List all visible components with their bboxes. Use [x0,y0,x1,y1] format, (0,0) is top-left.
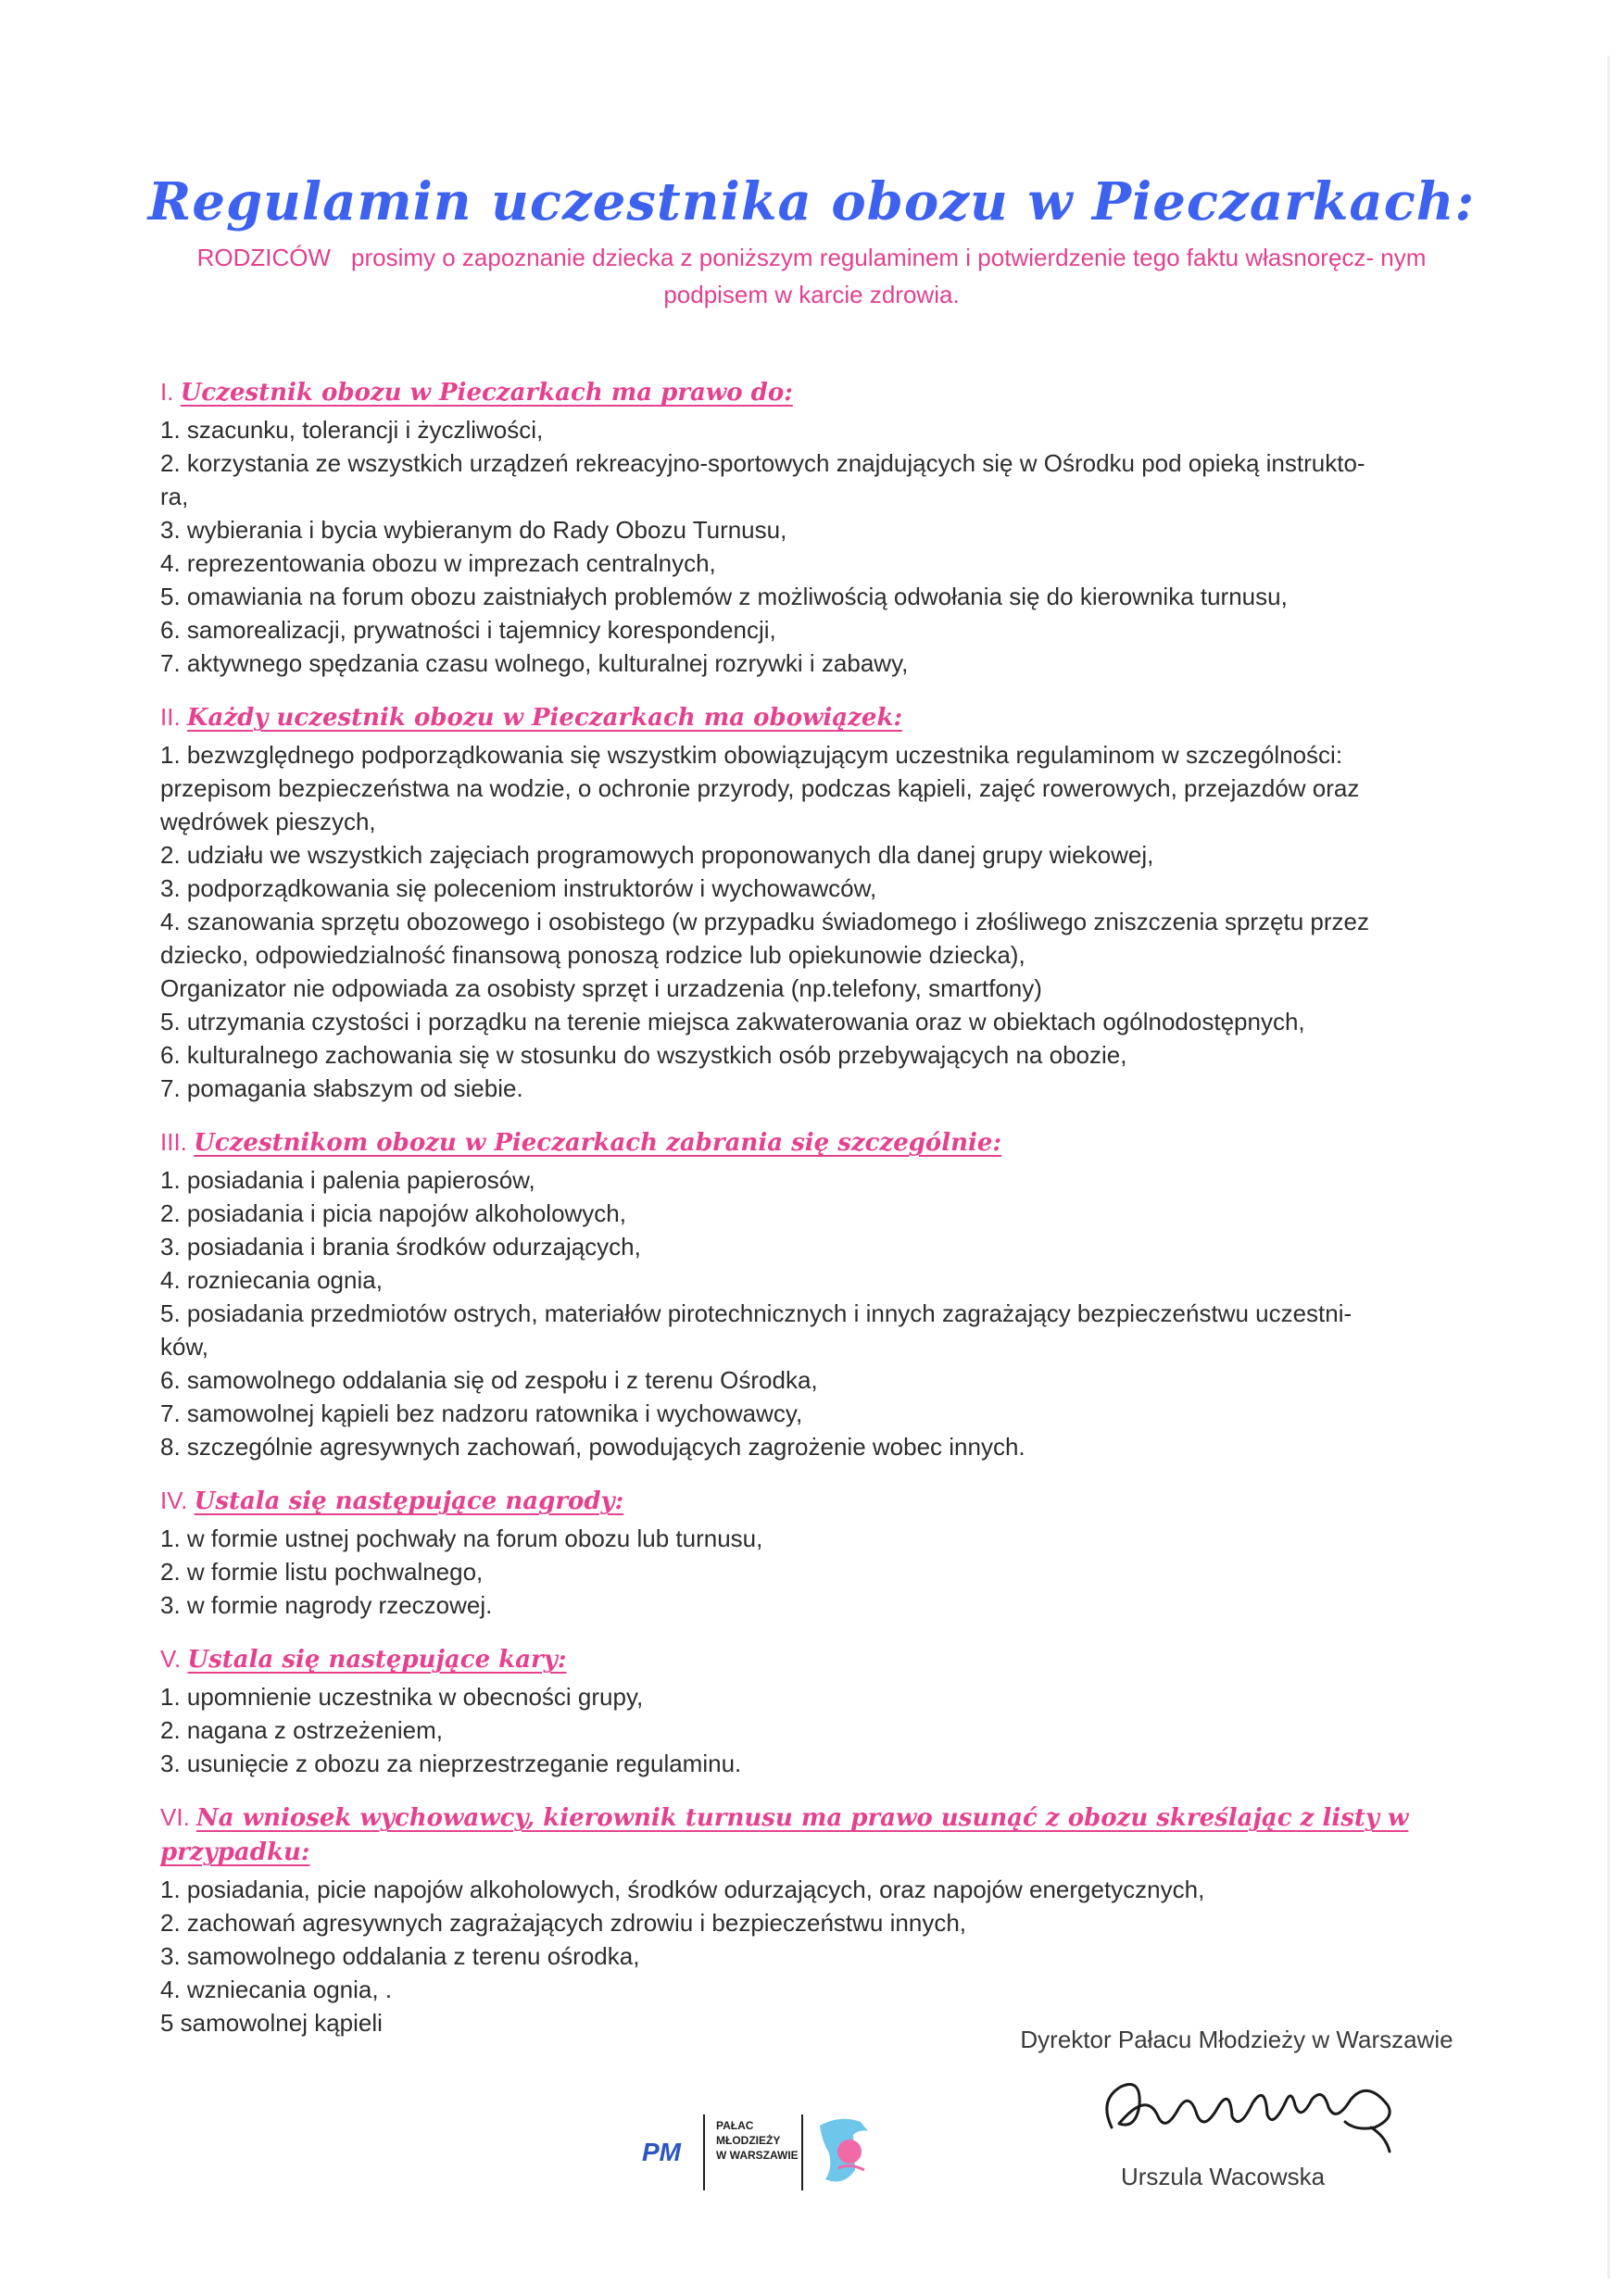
list-item: 8. szczególnie agresywnych zachowań, powodujących zagrożenie wobec innych. [160,1433,1025,1461]
list-item: 1. posiadania i palenia papierosów, [160,1166,535,1194]
list-item: 5. posiadania przedmiotów ostrych, materiałów pirotechnicznych i innych zagrażający bezpieczeństwu uczestni- [160,1299,1352,1327]
list-item: 3. wybierania i bycia wybieranym do Rady Obozu Turnusu, [160,516,787,544]
section-number: II. [160,703,181,731]
section-number: VI. [160,1803,190,1831]
section-heading [160,1125,1476,1160]
section-number: III. [160,1128,187,1156]
list-item: 2. nagana z ostrzeżeniem, [160,1716,443,1744]
section-items [160,1163,1476,1463]
section-heading [160,700,1476,734]
intro-lead: RODZICÓW [196,244,331,271]
list-item: 2. w formie listu pochwalnego, [160,1558,484,1586]
section-number: I. [160,378,174,406]
list-item: 1. bezwzględnego podporządkowania się wszystkim obowiązującym uczestnika regulaminom w szczególności: [160,741,1343,769]
page-edge [1607,56,1610,2278]
list-item: 7. aktywnego spędzania czasu wolnego, kulturalnej rozrywki i zabawy, [160,649,909,677]
list-item: 5. omawiania na forum obozu zaistniałych problemów z możliwością odwołania się do kierownika turnusu, [160,583,1288,610]
section-heading [160,375,1476,409]
section-title: Uczestnikom obozu w Pieczarkach zabrania się szczególnie: [194,1129,1002,1157]
section-title: Każdy uczestnik obozu w Pieczarkach ma obowiązek: [186,704,903,732]
palace-logo-text [716,2118,799,2163]
section-items [160,413,1476,680]
list-item: przepisom bezpieczeństwa na wodzie, o ochronie przyrody, podczas kąpieli, zajęć rowerowych, przejazdów oraz [160,774,1360,802]
regulation-section [160,1800,1476,2039]
section-title: Ustala się następujące nagrody: [194,1487,624,1515]
list-item: 2. zachowań agresywnych zagrażających zdrowiu i bezpieczeństwu innych, [160,1909,966,1937]
section-heading [160,1800,1476,1869]
list-item: 7. samowolnej kąpieli bez nadzoru ratownika i wychowawcy, [160,1399,803,1427]
section-items [160,1680,1476,1780]
intro-paragraph [167,239,1456,313]
list-item: 2. udziału we wszystkich zajęciach programowych proponowanych dla danej grupy wiekowej, [160,841,1154,869]
list-item: 6. kulturalnego zachowania się w stosunku do wszystkich osób przebywających na obozie, [160,1041,1127,1069]
list-item: 5. utrzymania czystości i porządku na terenie miejsca zakwaterowania oraz w obiektach ogólnodostępnych, [160,1008,1305,1035]
list-item: 5 samowolnej kąpieli [160,2009,383,2037]
section-items [160,1873,1476,2039]
section-number: IV. [160,1487,188,1514]
list-item: wędrówek pieszych, [160,808,376,835]
institution-logos [642,2107,920,2190]
list-item: 3. w formie nagrody rzeczowej. [160,1591,493,1619]
list-item: 1. upomnienie uczestnika w obecności grupy, [160,1683,644,1711]
signature-caption: Dyrektor Pałacu Młodzieży w Warszawie [1020,2026,1453,2053]
regulation-section [160,1642,1476,1780]
document-title: Regulamin uczestnika obozu w Pieczarkach: [147,170,1476,232]
list-item: 4. reprezentowania obozu w imprezach centralnych, [160,549,716,577]
signature-block [973,2024,1501,2192]
section-items [160,738,1476,1105]
regulation-section [160,700,1476,1105]
section-title: Ustala się następujące kary: [187,1646,567,1674]
section-title: Uczestnik obozu w Pieczarkach ma prawo do: [180,379,793,407]
list-item: Organizator nie odpowiada za osobisty sprzęt i urzadzenia (np.telefony, smartfony) [160,974,1042,1002]
pm-logo-icon: PM [642,2138,681,2166]
regulation-section [160,1484,1476,1622]
list-item: 2. posiadania i picia napojów alkoholowych, [160,1199,626,1227]
list-item: 3. samowolnego oddalania z terenu ośrodka, [160,1942,640,1970]
regulation-section [160,1125,1476,1463]
list-item: 7. pomagania słabszym od siebie. [160,1074,523,1102]
section-title: Na wniosek wychowawcy, kierownik turnusu ma prawo usunąć z obozu skreślając z listy w przypadku: [160,1804,1409,1866]
list-item: 1. szacunku, tolerancji i życzliwości, [160,416,544,444]
section-number: V. [160,1645,182,1673]
list-item: 4. szanowania sprzętu obozowego i osobistego (w przypadku świadomego i złośliwego zniszczenia sprzętu przez [160,908,1370,935]
section-items [160,1522,1476,1622]
list-item: 3. podporządkowania się poleceniom instruktorów i wychowawców, [160,874,877,902]
list-item: 3. posiadania i brania środków odurzających, [160,1233,641,1261]
handwritten-signature [1093,2063,1408,2155]
logo-line: W WARSZAWIE [716,2149,799,2162]
list-item: 3. usunięcie z obozu za nieprzestrzeganie regulaminu. [160,1750,742,1777]
regulations-content [160,375,1476,2060]
signatory-name: Urszula Wacowska [1121,2163,1326,2190]
list-item: ra, [160,483,189,510]
list-item: 4. wzniecania ognia, . [160,1976,393,2003]
regulation-section [160,375,1476,680]
logo-divider [801,2114,803,2190]
list-item: 4. rozniecania ognia, [160,1266,383,1294]
list-item: dziecko, odpowiedzialność finansową ponoszą rodzice lub opiekunowie dziecka), [160,941,1025,969]
section-heading [160,1484,1476,1518]
list-item: ków, [160,1333,209,1361]
list-item: 1. posiadania, picie napojów alkoholowych, środków odurzających, oraz napojów energetycznych, [160,1876,1205,1903]
list-item: 1. w formie ustnej pochwały na forum obozu lub turnusu, [160,1524,763,1552]
list-item: 2. korzystania ze wszystkich urządzeń rekreacyjno-sportowych znajdujących się w Ośrodku pod opieką instrukto- [160,449,1365,477]
list-item: 6. samowolnego oddalania się od zespołu i z terenu Ośrodka, [160,1366,818,1394]
logo-line: MŁODZIEŻY [716,2134,781,2147]
section-heading [160,1642,1476,1676]
intro-text: prosimy o zapoznanie dziecka z poniższym regulaminem i potwierdzenie tego faktu własnoręcz- nym podpisem w karcie zdrowia. [351,244,1427,308]
camp-badge-icon [812,2113,877,2190]
list-item: 6. samorealizacji, prywatności i tajemnicy korespondencji, [160,616,776,644]
logo-divider [703,2114,705,2190]
logo-line: PAŁAC [716,2119,754,2132]
